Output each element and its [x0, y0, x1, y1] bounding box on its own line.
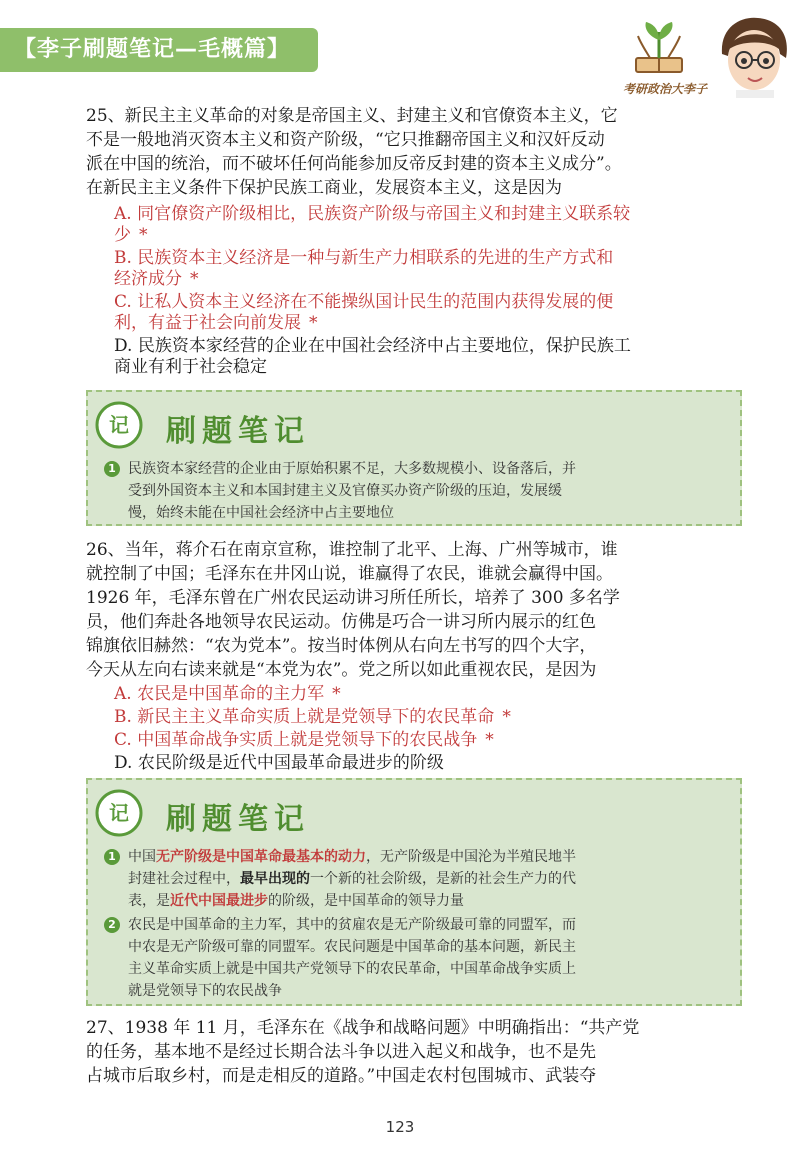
- stem-line: 不是一般地消灭资本主义和资产阶级，“它只推翻帝国主义和汉奸反动: [86, 130, 605, 150]
- option-25-d: [114, 336, 746, 378]
- note-title: 刷题笔记: [166, 414, 310, 449]
- stem-line: 的任务，基本地不是经过长期合法斗争以进入起义和战争，也不是先: [86, 1042, 596, 1062]
- option-26-d: [114, 753, 746, 774]
- option-26-c: [114, 730, 746, 751]
- note-line: 就是党领导下的农民战争: [128, 983, 282, 999]
- star-mark: *: [332, 684, 341, 704]
- study-note-1: [86, 390, 742, 526]
- note-line: 慢，始终未能在中国社会经济中占主要地位: [128, 505, 394, 521]
- option-text: 经济成分: [114, 269, 182, 289]
- star-mark: *: [485, 730, 494, 750]
- note-line: 中农是无产阶级可靠的同盟军。农民问题是中国革命的基本问题，新民主: [128, 939, 576, 955]
- option-text: C. 中国革命战争实质上就是党领导下的农民战争: [114, 730, 478, 750]
- page-number: 123: [385, 1118, 415, 1136]
- note-item: [88, 458, 740, 524]
- header-banner: 【李子刷题笔记—毛概篇】: [0, 28, 318, 72]
- logo-text: 考研政治大李子: [622, 82, 707, 96]
- option-text: C. 让私人资本主义经济在不能操纵国计民生的范围内获得发展的便: [114, 292, 614, 312]
- option-26-b: [114, 707, 746, 728]
- note-badge-icon: [94, 788, 144, 838]
- note-line: 表，是近代中国最进步的阶级，是中国革命的领导力量: [128, 893, 464, 909]
- question-27-stem: [86, 1016, 746, 1088]
- option-text: 少: [114, 225, 131, 245]
- stem-line: 在新民主主义条件下保护民族工商业，发展资本主义，这是因为: [86, 178, 562, 198]
- note-header: [88, 780, 740, 846]
- option-text: 商业有利于社会稳定: [114, 357, 267, 377]
- note-line: 封建社会过程中，最早出现的一个新的社会阶级，是新的社会生产力的代: [128, 871, 576, 887]
- stem-line: 就控制了中国；毛泽东在井冈山说，谁赢得了农民，谁就会赢得中国。: [86, 564, 613, 584]
- stem-line: 26、当年，蒋介石在南京宣称，谁控制了北平、上海、广州等城市，谁: [86, 540, 618, 560]
- note-badge-icon: [94, 400, 144, 450]
- svg-text:记: 记: [109, 413, 129, 437]
- note-item: [88, 846, 740, 912]
- highlight: 近代中国最进步: [170, 893, 268, 909]
- highlight: 最早出现的: [240, 871, 310, 887]
- stem-line: 27、1938 年 11 月，毛泽东在《战争和战略问题》中明确指出：“共产党: [86, 1018, 640, 1038]
- note-line: 民族资本家经营的企业由于原始积累不足，大多数规模小、设备落后，并: [128, 461, 576, 477]
- note-line: 中国无产阶级是中国革命最基本的动力，无产阶级是中国沦为半殖民地半: [128, 849, 576, 865]
- option-text: A. 同官僚资产阶级相比，民族资产阶级与帝国主义和封建主义联系较: [114, 204, 631, 224]
- stem-line: 25、新民主主义革命的对象是帝国主义、封建主义和官僚资本主义，它: [86, 106, 618, 126]
- option-text: A. 农民是中国革命的主力军: [114, 684, 325, 704]
- sprout-book-logo-icon: [630, 18, 688, 78]
- study-note-2: [86, 778, 742, 1006]
- note-item: [88, 914, 740, 1002]
- option-text: D. 农民阶级是近代中国最革命最进步的阶级: [114, 753, 444, 773]
- note-line: 农民是中国革命的主力军，其中的贫雇农是无产阶级最可靠的同盟军，而: [128, 917, 576, 933]
- option-25-b: [114, 248, 746, 290]
- question-26-stem: [86, 538, 746, 682]
- option-25-a: [114, 204, 746, 246]
- stem-line: 1926 年，毛泽东曾在广州农民运动讲习所任所长，培养了 300 多名学: [86, 588, 620, 608]
- stem-line: 今天从左向右读来就是“本党为农”。党之所以如此重视农民，是因为: [86, 660, 597, 680]
- star-mark: *: [190, 269, 199, 289]
- item-number: 2: [104, 917, 120, 933]
- option-text: B. 民族资本主义经济是一种与新生产力相联系的先进的生产方式和: [114, 248, 614, 268]
- highlight: 无产阶级是中国革命最基本的动力: [156, 849, 366, 865]
- stem-line: 锦旗依旧赫然：“农为党本”。按当时体例从右向左书写的四个大字，: [86, 636, 597, 656]
- stem-line: 员，他们奔赴各地领导农民运动。仿佛是巧合一讲习所内展示的红色: [86, 612, 596, 632]
- svg-text:记: 记: [109, 801, 129, 825]
- option-text: B. 新民主主义革命实质上就是党领导下的农民革命: [114, 707, 495, 727]
- note-header: [88, 392, 740, 458]
- option-25-c: [114, 292, 746, 334]
- stem-line: 占城市后取乡村，而是走相反的道路。”中国走农村包围城市、武装夺: [86, 1066, 597, 1086]
- option-26-a: [114, 684, 746, 705]
- star-mark: *: [139, 225, 148, 245]
- note-line: 受到外国资本主义和本国封建主义及官僚买办资产阶级的压迫，发展缓: [128, 483, 562, 499]
- item-number: 1: [104, 461, 120, 477]
- question-25-stem: [86, 104, 746, 200]
- stem-line: 派在中国的统治，而不破坏任何尚能参加反帝反封建的资本主义成分”。: [86, 154, 622, 174]
- cartoon-avatar-icon: [714, 14, 794, 98]
- option-text: D. 民族资本家经营的企业在中国社会经济中占主要地位，保护民族工: [114, 336, 631, 356]
- note-line: 主义革命实质上就是中国共产党领导下的农民革命，中国革命战争实质上: [128, 961, 576, 977]
- option-text: 利，有益于社会向前发展: [114, 313, 301, 333]
- star-mark: *: [502, 707, 511, 727]
- item-number: 1: [104, 849, 120, 865]
- star-mark: *: [309, 313, 318, 333]
- note-title: 刷题笔记: [166, 802, 310, 837]
